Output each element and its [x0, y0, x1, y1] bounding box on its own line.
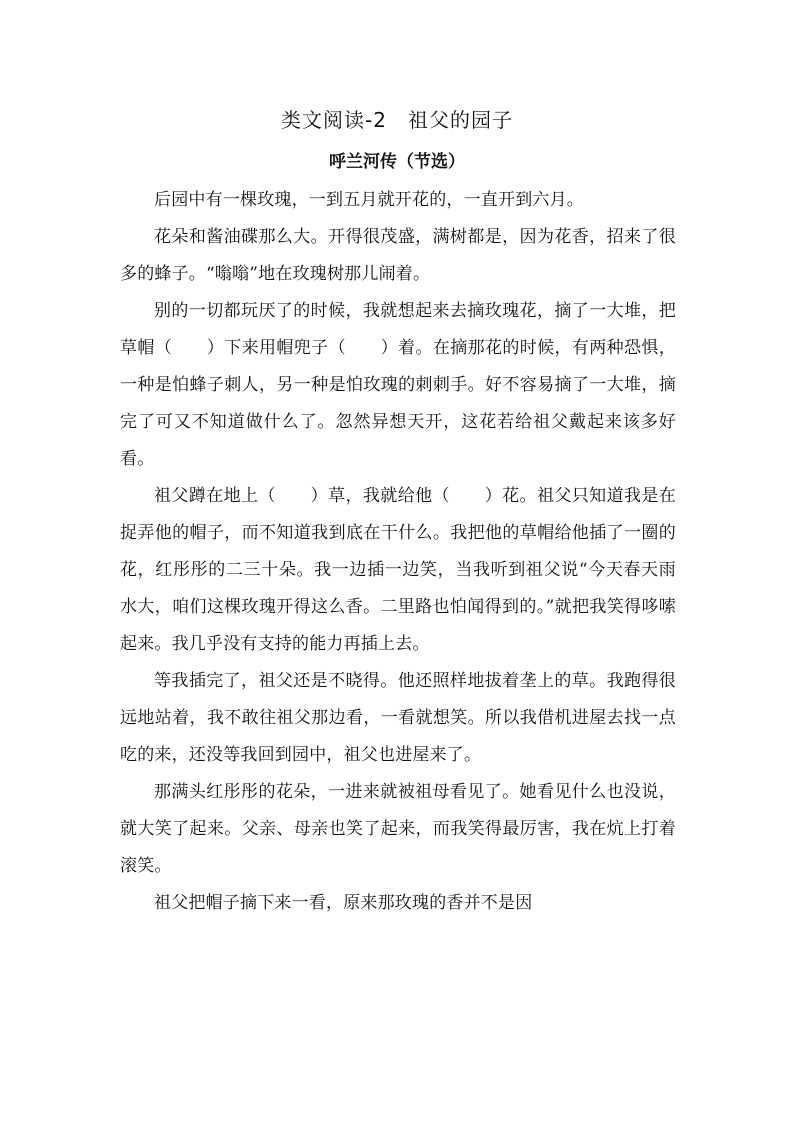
paragraph: 祖父把帽子摘下来一看，原来那玫瑰的香并不是因	[154, 893, 533, 913]
paragraph: 别的一切都玩厌了的时候，我就想起来去摘玫瑰花，摘了一大堆，把草帽（ ）下来用帽兜子（ ）着。在摘那花的时候，有两种恐惧，一种是怕蜂子刺人，另一种是怕玫瑰的刺刺手。好不容易摘了一大堆，摘完了可又不知道做什么了。忽然异想天开，这花若给祖父戴起来该多好看。	[120, 301, 676, 469]
paragraph: 等我插完了，祖父还是不晓得。他还照样地拔着垄上的草。我跑得很远地站着，我不敢往祖父那边看，一看就想笑。所以我借机进屋去找一点吃的来，还没等我回到园中，祖父也进屋来了。	[120, 671, 676, 765]
paragraph: 祖父蹲在地上（ ）草，我就给他（ ）花。祖父只知道我是在捉弄他的帽子，而不知道我到底在干什么。我把他的草帽给他插了一圈的花，红彤彤的二三十朵。我一边插一边笑，当我听到祖父说“今天春天雨水大，咱们这棵玫瑰开得这么香。二里路也怕闻得到的。”就把我笑得哆嗦起来。我几乎没有支持的能力再插上去。	[120, 486, 676, 654]
paragraph: 后园中有一棵玫瑰，一到五月就开花的，一直开到六月。	[154, 190, 584, 210]
paragraph: 那满头红彤彤的花朵，一进来就被祖母看见了。她看见什么也没说，就大笑了起来。父亲、母亲也笑了起来，而我笑得最厉害，我在炕上打着滚笑。	[120, 782, 676, 876]
paragraph: 花朵和酱油碟那么大。开得很茂盛，满树都是，因为花香，招来了很多的蜂子。“嗡嗡”地在玫瑰树那儿闹着。	[120, 227, 676, 284]
article-body	[120, 182, 676, 922]
document-subtitle: 呼兰河传（节选）	[329, 152, 465, 172]
document-title: 类文阅读-2 祖父的园子	[281, 108, 513, 132]
